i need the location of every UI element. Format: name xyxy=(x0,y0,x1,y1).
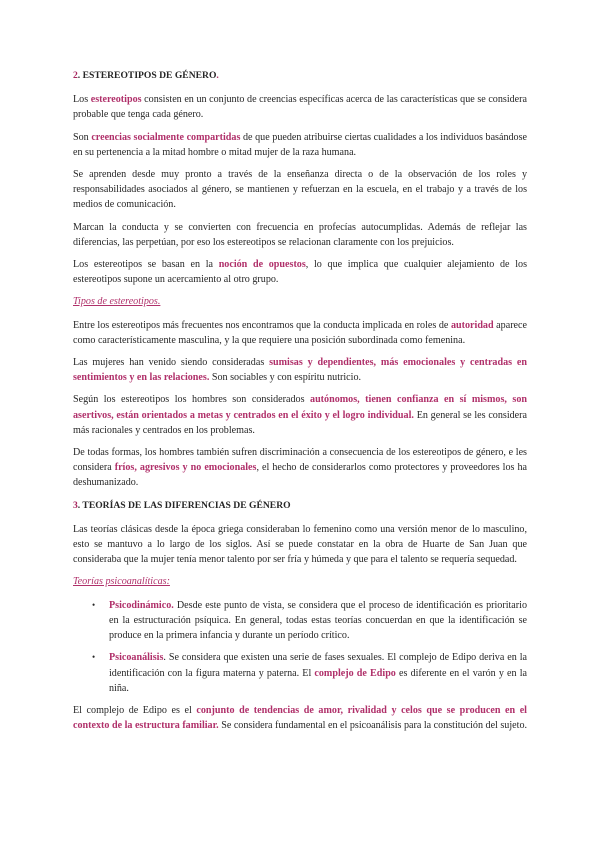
highlight: Psicodinámico. xyxy=(109,599,174,611)
subheading-teorias: Teorías psicoanalíticas: xyxy=(73,576,170,588)
text: En general se les considera más racionales y centrados en los problemas. xyxy=(73,409,528,436)
highlight: conjunto de tendencias de amor, rivalidad y celos que se producen en el contexto de la estructura familiar. xyxy=(73,704,527,732)
highlight: creencias socialmente compartidas xyxy=(91,131,241,143)
text: Los estereotipos se basan en la xyxy=(73,259,219,271)
text: , lo que implica que cualquier alejamiento de los estereotipos supone un acercamiento al otro grupo. xyxy=(73,259,528,286)
section-title: . TEORÍAS DE LAS DIFERENCIAS DE GÉNERO xyxy=(77,499,291,511)
subheading-tipos: Tipos de estereotipos. xyxy=(73,296,161,308)
text: de que pueden atribuirse ciertas cualidades a los individuos basándose en su pertenencia a la mitad hombre o mitad mujer de la raza humana. xyxy=(73,131,528,158)
section-3-heading xyxy=(73,498,527,513)
text: Según los estereotipos los hombres son considerados xyxy=(73,394,311,406)
text: , el hecho de considerarlos como protectores y proveedores los ha deshumanizado. xyxy=(73,462,527,489)
paragraph xyxy=(73,703,527,733)
highlight: autoridad xyxy=(450,319,494,331)
text: Se considera fundamental en el psicoanálisis para la constitución del sujeto. xyxy=(218,720,528,732)
highlight: noción de opuestos xyxy=(218,259,306,271)
list-item xyxy=(92,650,527,696)
text: El complejo de Edipo es el xyxy=(73,704,197,716)
text: Las mujeres han venido siendo consideradas xyxy=(73,357,270,369)
section-title: . ESTEREOTIPOS DE GÉNERO xyxy=(77,70,217,81)
section-number: 2 xyxy=(73,70,78,81)
paragraph xyxy=(73,92,527,122)
text: Entre los estereotipos más frecuentes nos encontramos que la conducta implicada en roles de xyxy=(73,319,451,331)
bullet-icon: • xyxy=(92,652,96,663)
paragraph xyxy=(73,257,527,287)
document-content xyxy=(73,68,527,740)
highlight: Psicoanálisis xyxy=(109,652,164,664)
section-number: 3 xyxy=(73,499,78,511)
highlight: fríos, agresivos y no emocionales xyxy=(114,462,257,474)
bullet-icon: • xyxy=(92,599,96,610)
text: es diferente en el varón y en la niña. xyxy=(109,667,527,694)
text: consisten en un conjunto de creencias específicas acerca de las características que se considera probable que tenga cada género. xyxy=(73,94,527,121)
highlight: sumisas y dependientes, más emocionales y centradas en sentimientos y en las relaciones. xyxy=(73,357,527,384)
text: . Se considera que existen una serie de fases sexuales. El complejo de Edipo deriva en la identificación con la figura materna y paterna. El xyxy=(109,652,527,679)
list-item xyxy=(92,598,527,644)
text: Desde este punto de vista, se considera que el proceso de identificación es prioritario en la estructuración psíquica. En general, todas estas teorías concuerdan en que la identificación se produce en la primera infancia y durante un período crítico. xyxy=(109,599,527,642)
text: De todas formas, los hombres también sufren discriminación a consecuencia de los estereotipos de género, e les considera xyxy=(73,447,527,474)
paragraph: Marcan la conducta y se convierten con frecuencia en profecías autocumplidas. Además de reflejar las diferencias, las perpetúan, por eso los estereotipos se relacionan claramente con los prejuicios. xyxy=(73,221,527,248)
paragraph xyxy=(73,445,527,491)
paragraph xyxy=(73,355,527,385)
highlight: autónomos, tienen confianza en sí mismos, son asertivos, están orientados a metas y centrados en el éxito y el logro individual. xyxy=(73,394,527,421)
theory-list xyxy=(73,598,527,696)
section-2-heading xyxy=(73,68,527,83)
text: aparece como característicamente masculina, y la que requiere una posición subordinada como femenina. xyxy=(73,319,527,346)
paragraph xyxy=(73,318,527,348)
paragraph xyxy=(73,130,527,160)
highlight: complejo de Edipo xyxy=(314,667,396,679)
highlight: estereotipos xyxy=(90,94,142,106)
text: Son sociables y con espíritu nutricio. xyxy=(209,372,362,384)
text: Los xyxy=(73,94,91,106)
paragraph: Las teorías clásicas desde la época griega consideraban lo femenino como una versión menor de lo masculino, esto se mantuvo a lo largo de los siglos. Así se puede constatar en la obra de Huarte de San Juan que consideraba que la mujer tenía menor talento por ser fría y húmeda y que para el talento se requería sequedad. xyxy=(73,523,527,566)
paragraph: Se aprenden desde muy pronto a través de la enseñanza directa o de la observación de los roles y responsabilidades asociados al género, se mantienen y refuerzan en la escuela, en el trabajo y a través de los medios de comunicación. xyxy=(73,169,527,211)
text: Son xyxy=(73,131,92,143)
section-title-trail: . xyxy=(216,70,219,81)
paragraph xyxy=(73,392,527,438)
